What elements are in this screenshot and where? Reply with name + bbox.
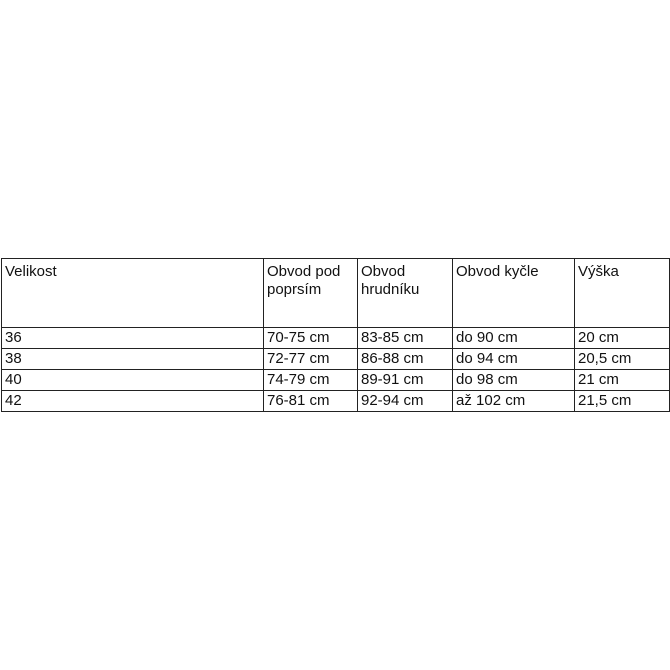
table-cell: 20 cm [575,328,670,349]
header-text: hrudníku [361,281,420,298]
header-text: poprsím [267,281,322,298]
header-cell-chest [358,259,453,328]
table-row [2,349,670,370]
table-cell: 70-75 cm [264,328,358,349]
table-row [2,328,670,349]
header-text: Velikost [5,263,57,280]
header-text: Obvod pod [267,263,341,280]
table-cell: 20,5 cm [575,349,670,370]
table-cell: 40 [2,370,264,391]
header-cell-height [575,259,670,328]
table-cell: 42 [2,391,264,412]
table-cell: 83-85 cm [358,328,453,349]
table-cell: 38 [2,349,264,370]
table-cell: do 98 cm [453,370,575,391]
header-cell-hip [453,259,575,328]
table-cell: 36 [2,328,264,349]
table-cell: 76-81 cm [264,391,358,412]
table-cell: až 102 cm [453,391,575,412]
header-cell-size [2,259,264,328]
header-cell-underbust [264,259,358,328]
header-text: Obvod [361,263,406,280]
table-cell: 21 cm [575,370,670,391]
table-row [2,391,670,412]
table-cell: do 94 cm [453,349,575,370]
header-text: Obvod kyčle [456,263,539,280]
table-cell: 92-94 cm [358,391,453,412]
table-cell: 74-79 cm [264,370,358,391]
table-cell: 72-77 cm [264,349,358,370]
table-cell: 89-91 cm [358,370,453,391]
table-cell: 86-88 cm [358,349,453,370]
size-table [1,258,670,412]
table-header-row [2,259,670,328]
table-row [2,370,670,391]
header-text: Výška [578,263,619,280]
table-cell: 21,5 cm [575,391,670,412]
table-cell: do 90 cm [453,328,575,349]
